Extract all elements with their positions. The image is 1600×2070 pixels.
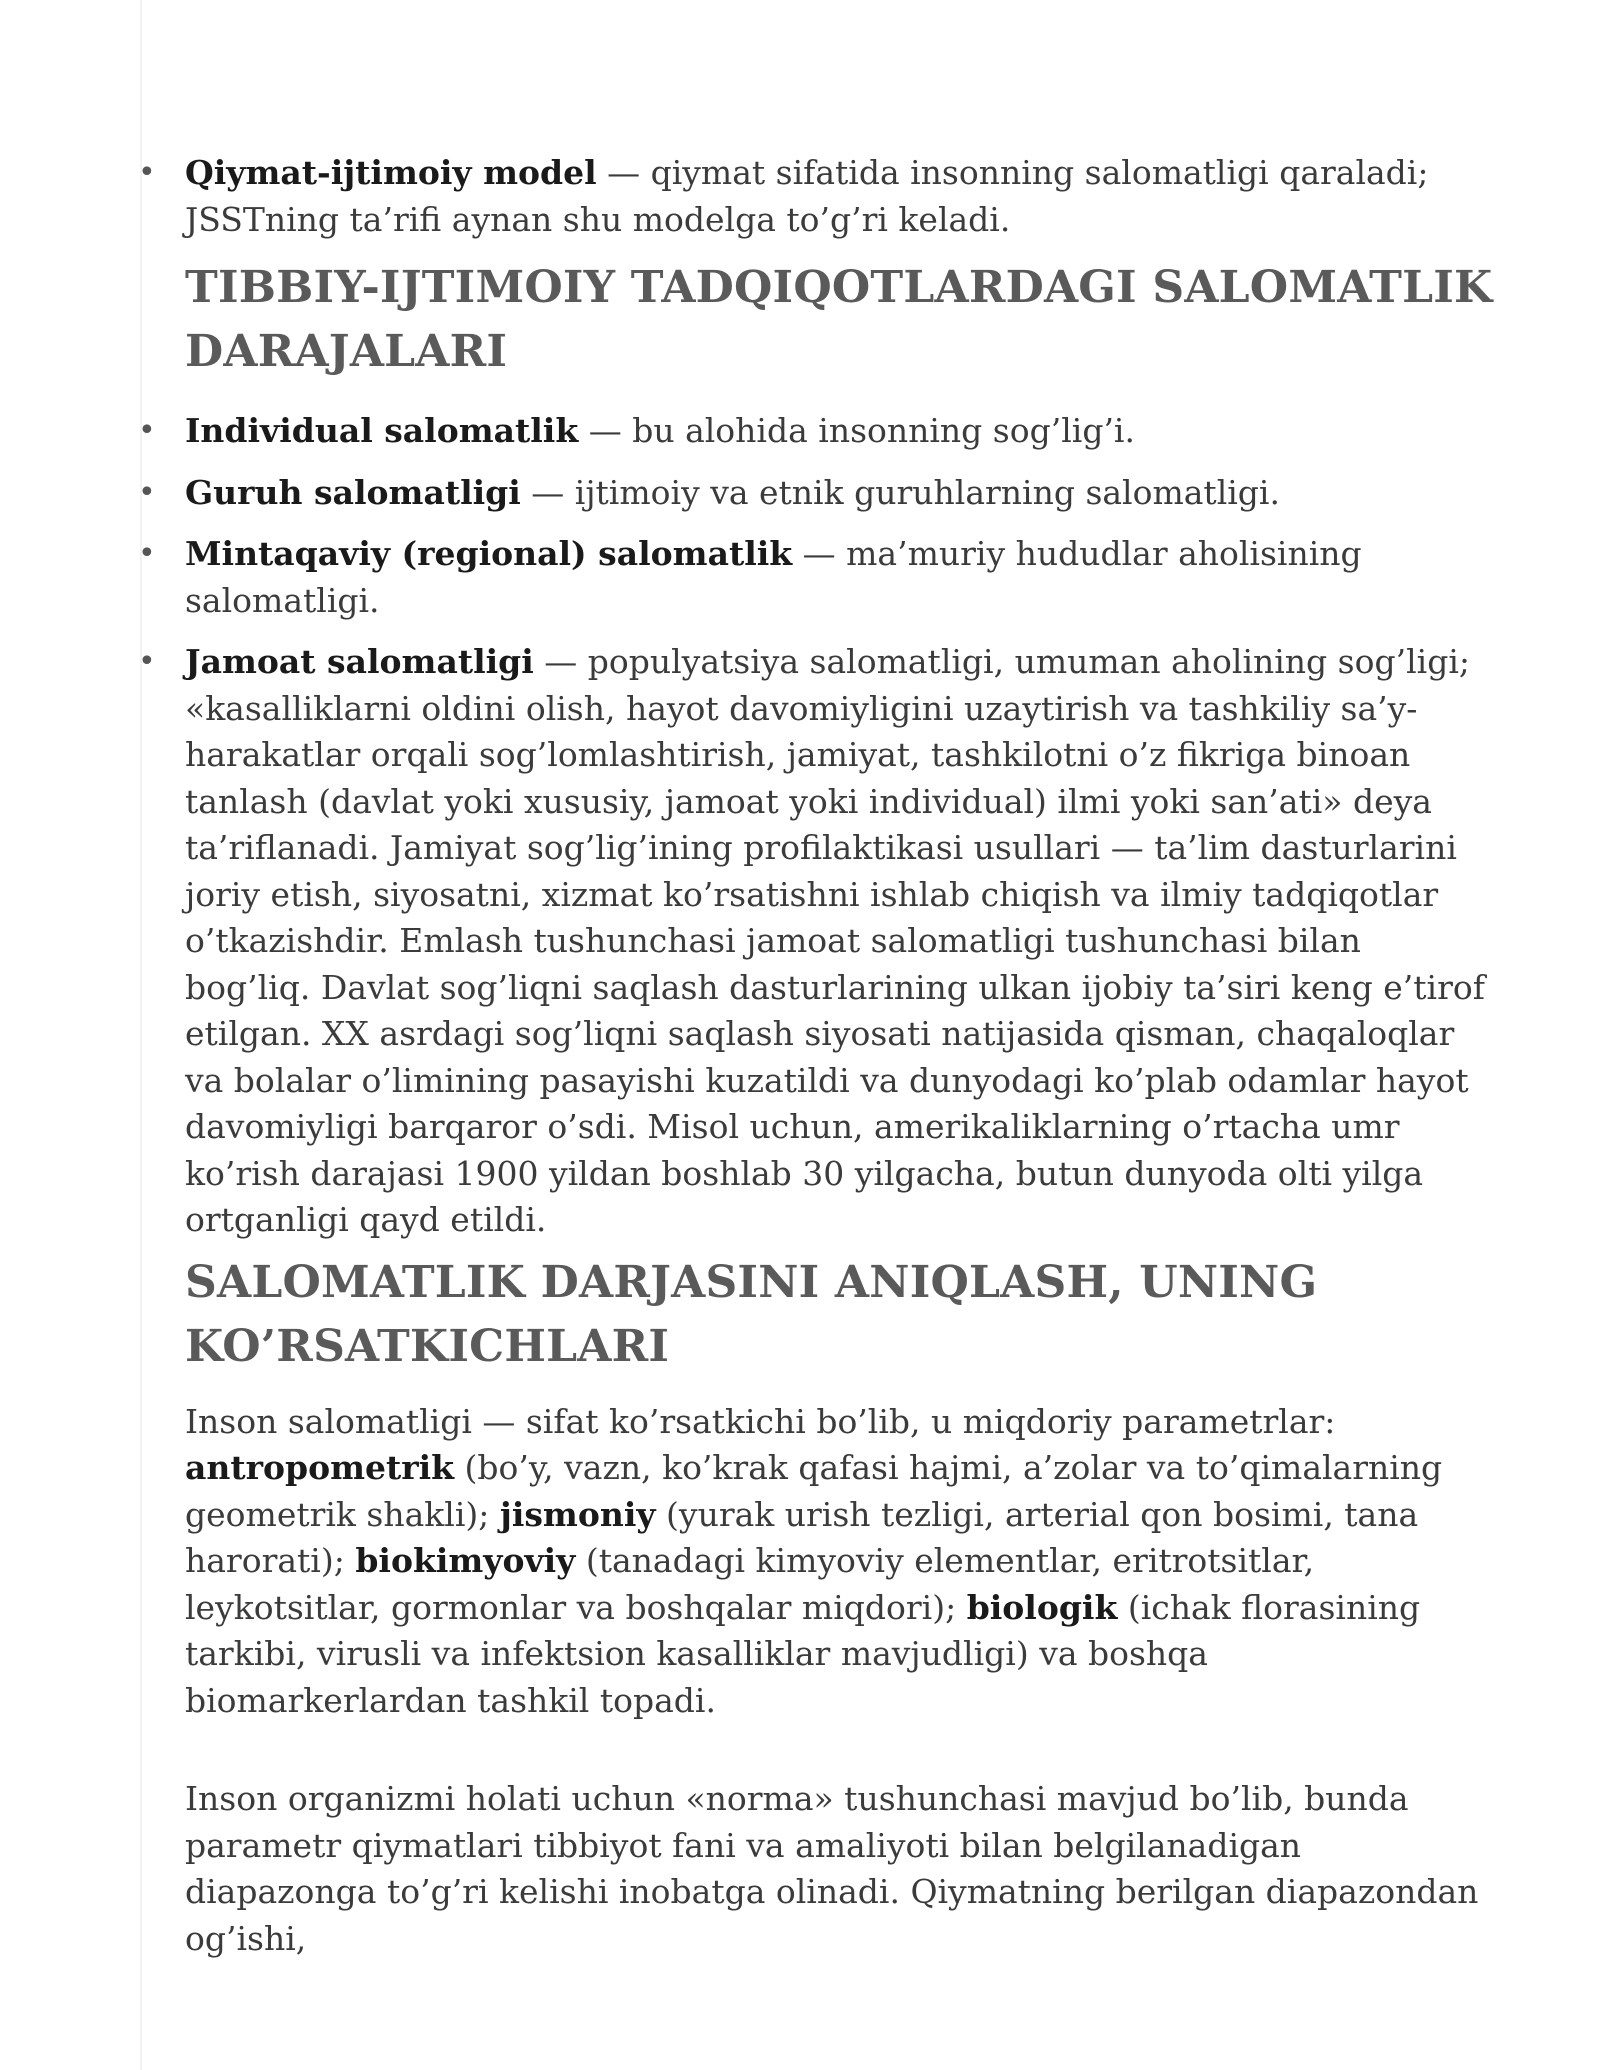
bullet-icon: • [138,155,156,190]
list-item-term: Guruh salomatligi [185,472,521,512]
paragraph-health-parameters [185,1399,1495,1725]
term-biological: biologik [966,1587,1118,1627]
list-item-term: Qiymat-ijtimoiy model [185,153,597,192]
paragraph-text: Inson salomatligi — sifat ko’rsatkichi bo’lib, u miqdoriy parametrlar: [185,1401,1336,1441]
document-body [138,150,1495,1962]
list-item [138,639,1495,1244]
term-biochemical: biokimyoviy [355,1541,576,1580]
paragraph-text: (bo’y, vazn, ko’krak qafasi hajmi, a’zolar va to’qimalarning geometrik shakli); [185,1448,1443,1534]
paragraph-text: (ichak florasining tarkibi, virusli va infektsion kasalliklar mavjudligi) va boshqa biomarkerlardan tashkil topadi. [185,1587,1421,1720]
list-item [138,408,1495,455]
list-item [138,531,1495,624]
list-item-text: — qiymat sifatida insonning salomatligi qaraladi; JSSTning ta’rifi aynan shu modelga to’g’ri keladi. [185,153,1429,239]
list-item-text: — populyatsiya salomatligi, umuman aholining sog’ligi; «kasalliklarni oldini olish, hayot davomiyligini uzaytirish va tashkiliy sa’y-harakatlar orqali sog’lomlashtirish, jamiyat, tashkilotni o’z fikriga binoan tanlash (davlat yoki xususiy, jamoat yoki individual) ilmi yoki san’ati» deya ta’riflanadi. Jamiyat sog’lig’ining profilaktikasi usullari — ta’lim dasturlarini joriy etish, siyosatni, xizmat ko’rsatishni ishlab chiqish va ilmiy tadqiqotlar o’tkazishdir. Emlash tushunchasi jamoat salomatligi tushunchasi bilan bog’liq. Davlat sog’liqni saqlash dasturlarining ulkan ijobiy ta’siri keng e’tirof etilgan. XX asrdagi sog’liqni saqlash siyosati natijasida qisman, chaqaloqlar va bolalar o’limining pasayishi kuzatildi va dunyodagi ko’plab odamlar hayot davomiyligi barqaror o’sdi. Misol uchun, amerikaliklarning o’rtacha umr ko’rish darajasi 1900 yildan boshlab 30 yilgacha, butun dunyoda olti yilga ortganligi qayd etildi. [185,642,1485,1239]
list-item-term: Mintaqaviy (regional) salomatlik [185,534,793,573]
bullet-icon: • [138,413,156,448]
list-item [138,150,1495,243]
list-item-term: Individual salomatlik [185,411,579,450]
section-heading-health-levels: TIBBIY-IJTIMOIY TADQIQOTLARDAGI SALOMATLIK DARAJALARI [185,262,1493,377]
term-anthropometric: antropometrik [185,1448,455,1487]
list-item-text: — ma’muriy hududlar aholisining salomatligi. [185,534,1362,620]
list-item-term: Jamoat salomatligi [185,642,534,681]
bullet-list-health-levels [138,408,1495,1244]
bullet-list-models [138,150,1495,243]
list-item-text: — bu alohida insonning sog’lig’i. [578,411,1135,450]
bullet-icon: • [138,644,156,679]
list-item-text: — ijtimoiy va etnik guruhlarning salomatligi. [520,472,1280,512]
paragraph-norma: Inson organizmi holati uchun «norma» tushunchasi mavjud bo’lib, bunda parametr qiymatlari tibbiyot fani va amaliyoti bilan belgilanadigan diapazonga to’g’ri kelishi inobatga olinadi. Qiymatning berilgan diapazondan og’ishi, [185,1779,1479,1958]
term-physical: jismoniy [499,1494,656,1534]
paragraph-spacer [185,1724,1495,1776]
paragraph-text: (yurak urish tezligi, arterial qon bosimi, tana harorati); [185,1494,1419,1580]
bullet-icon: • [138,536,156,571]
section-heading-health-indicators: SALOMATLIK DARJASINI ANIQLASH, UNING KO’RSATKICHLARI [185,1256,1318,1372]
paragraph-text: (tanadagi kimyoviy elementlar, eritrotsitlar, leykotsitlar, gormonlar va boshqalar miqdori); [185,1541,1315,1627]
list-item [138,470,1495,517]
page-margin-line [140,0,142,2070]
bullet-icon: • [138,474,156,510]
